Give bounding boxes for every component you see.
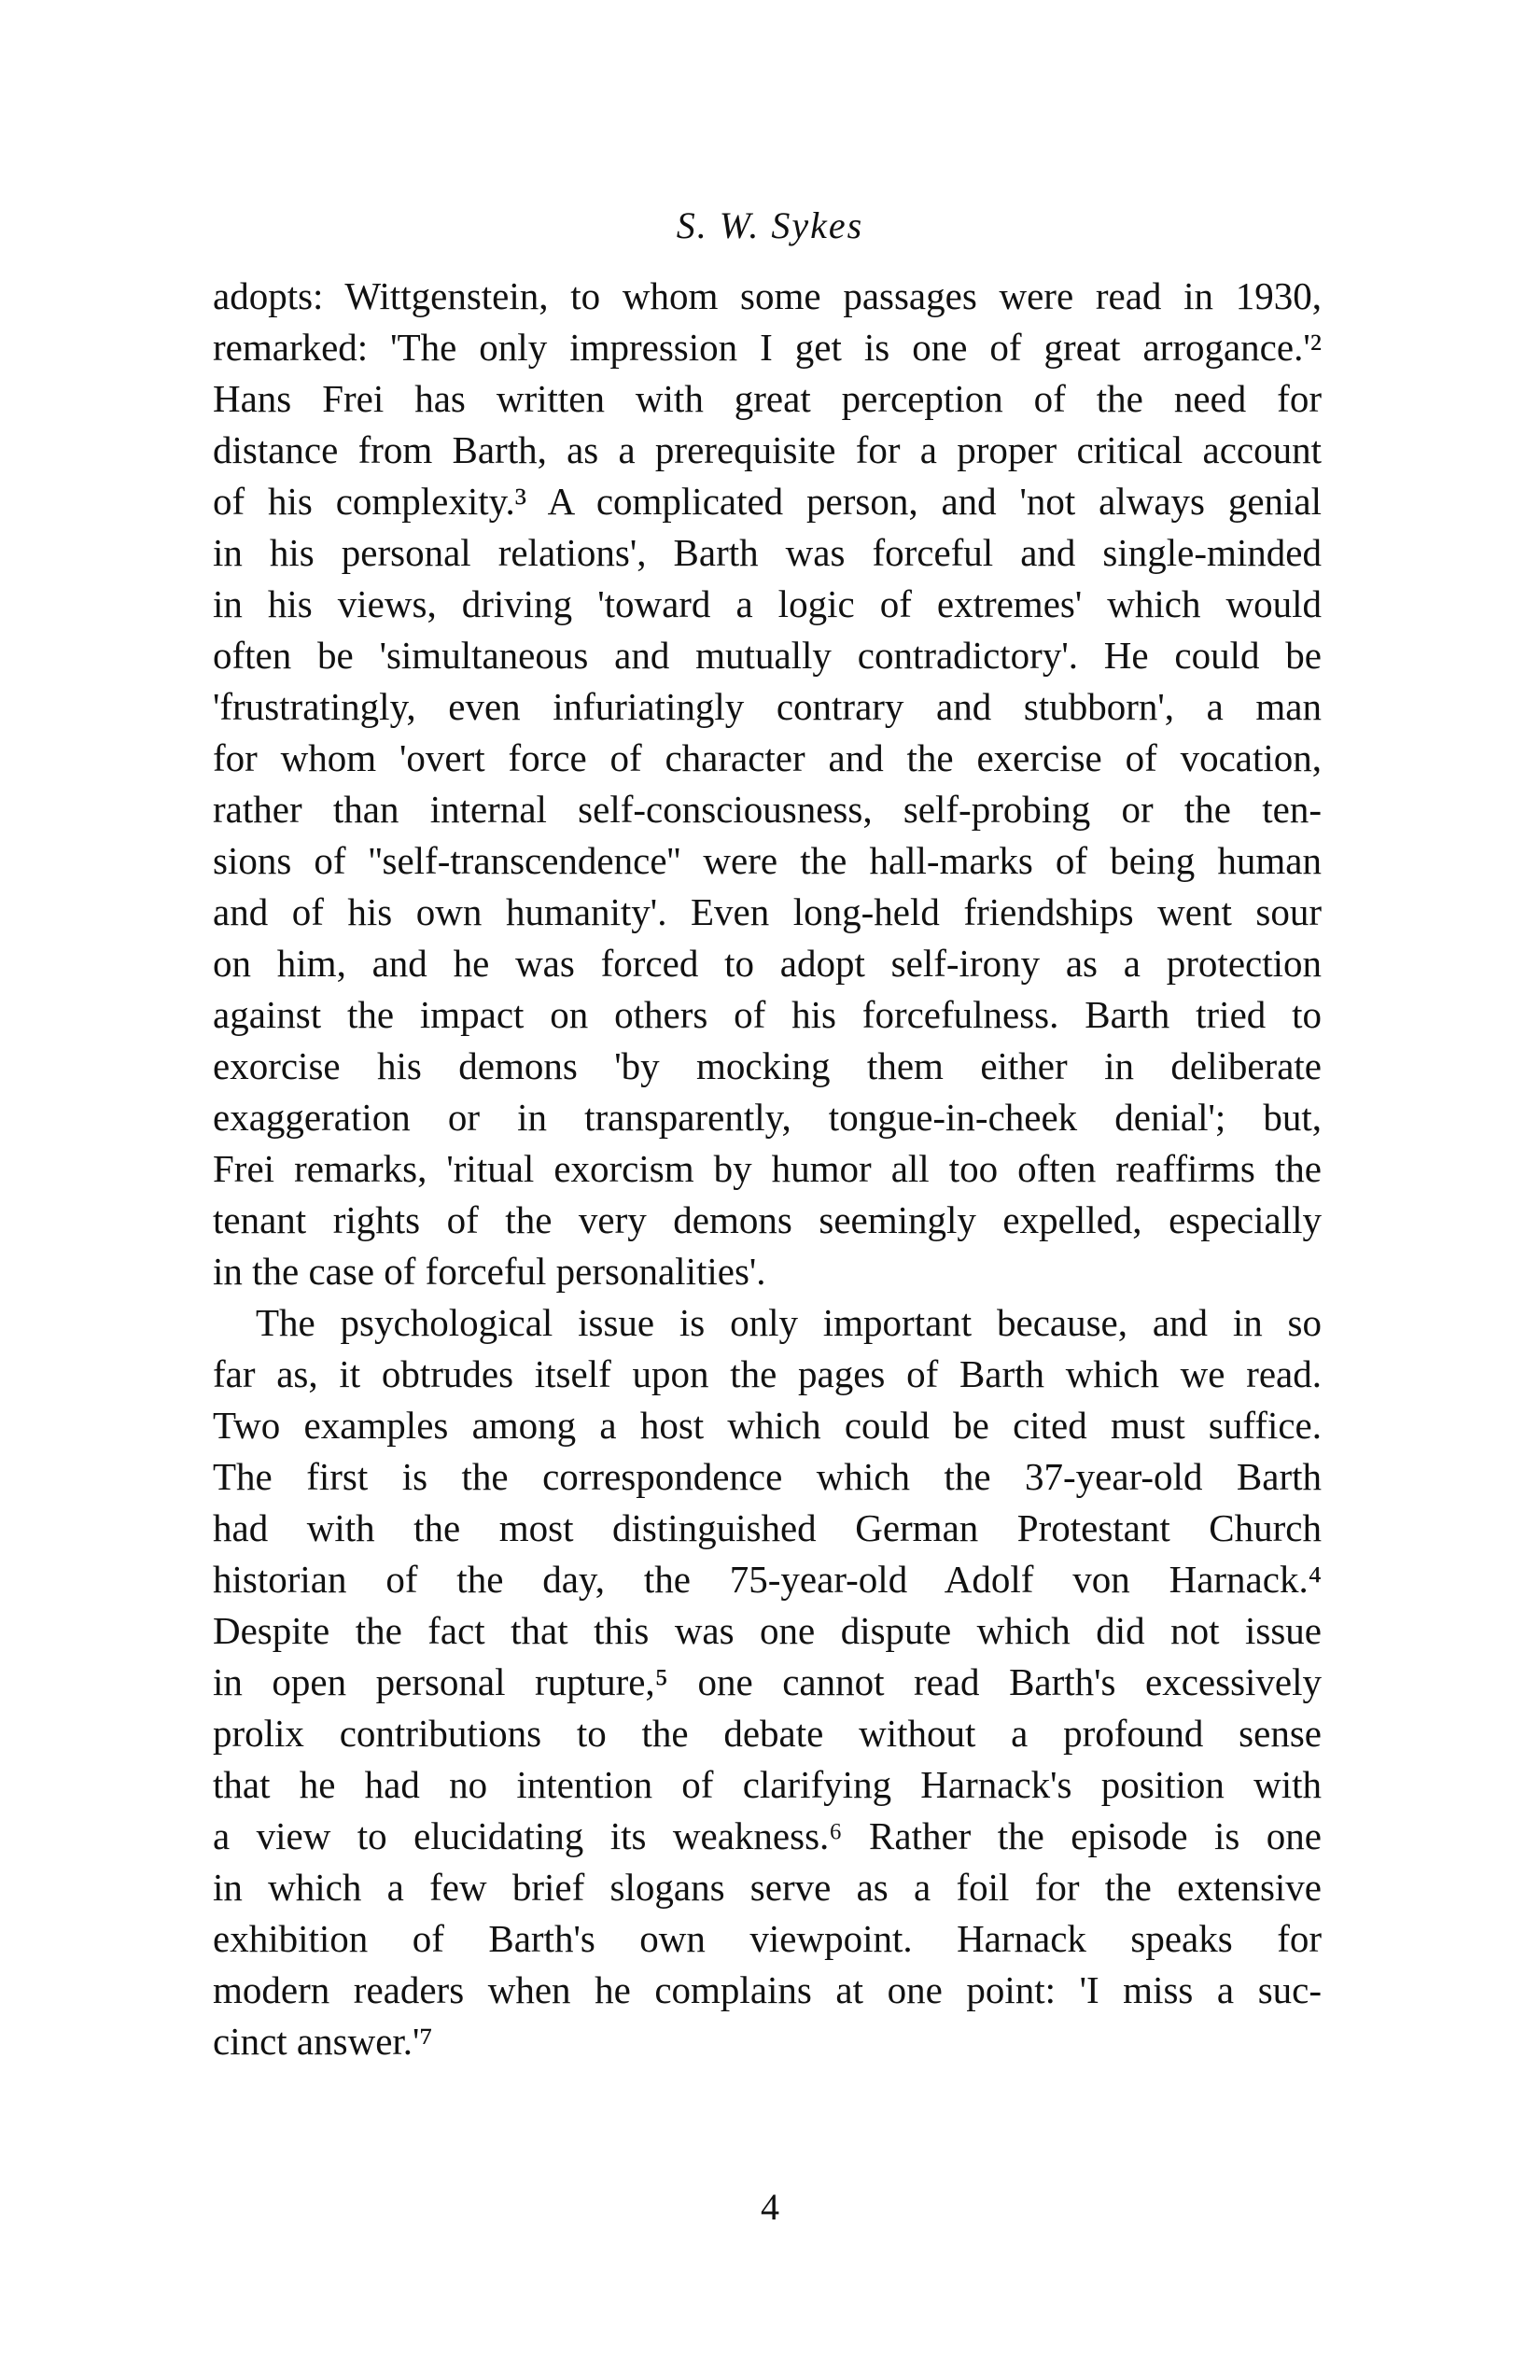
paragraph-2 <box>213 1297 1322 2067</box>
text-line: in his personal relations', Barth was forceful and single-minded <box>213 531 1322 574</box>
running-head: S. W. Sykes <box>676 204 864 246</box>
text-line: modern readers when he complains at one point: 'I miss a suc- <box>213 1968 1322 2011</box>
text-line: Despite the fact that this was one dispute which did not issue <box>213 1609 1322 1652</box>
text-line: exhibition of Barth's own viewpoint. Harnack speaks for <box>213 1917 1322 1960</box>
text-line: sions of ''self-transcendence'' were the hall-marks of being human <box>213 839 1322 882</box>
page-number: 4 <box>761 2186 779 2228</box>
text-line: adopts: Wittgenstein, to whom some passages were read in 1930, <box>213 274 1322 317</box>
text-line: 'frustratingly, even infuriatingly contrary and stubborn', a man <box>213 685 1322 728</box>
text-line: Hans Frei has written with great perception of the need for <box>213 377 1322 420</box>
text-line: prolix contributions to the debate without a profound sense <box>213 1712 1322 1755</box>
text-line: often be 'simultaneous and mutually contradictory'. He could be <box>213 634 1322 677</box>
text-line: The first is the correspondence which the 37-year-old Barth <box>213 1455 1322 1498</box>
text-line: cinct answer.'⁷ <box>213 2020 433 2063</box>
text-line: in open personal rupture,⁵ one cannot read Barth's excessively <box>213 1660 1322 1703</box>
text-line: in his views, driving 'toward a logic of extremes' which would <box>213 582 1322 625</box>
text-line: had with the most distinguished German Protestant Church <box>213 1506 1322 1549</box>
text-line: rather than internal self-consciousness, self-probing or the ten- <box>213 788 1322 831</box>
text-line: exorcise his demons 'by mocking them either in deliberate <box>213 1044 1322 1087</box>
text-line: a view to elucidating its weakness.⁶ Rather the episode is one <box>213 1814 1322 1857</box>
text-line: exaggeration or in transparently, tongue-in-cheek denial'; but, <box>213 1096 1322 1139</box>
text-line: and of his own humanity'. Even long-held friendships went sour <box>213 890 1322 933</box>
text-line: The psychological issue is only important because, and in so <box>256 1301 1322 1344</box>
body-text <box>213 271 1322 2067</box>
text-line: on him, and he was forced to adopt self-irony as a protection <box>213 942 1322 985</box>
text-line: in which a few brief slogans serve as a foil for the extensive <box>213 1866 1322 1909</box>
text-line: of his complexity.³ A complicated person, and 'not always genial <box>213 480 1322 523</box>
text-line: against the impact on others of his forcefulness. Barth tried to <box>213 993 1322 1036</box>
text-line: far as, it obtrudes itself upon the pages of Barth which we read. <box>213 1352 1322 1395</box>
text-line: distance from Barth, as a prerequisite for a proper critical account <box>213 428 1322 471</box>
text-line: in the case of forceful personalities'. <box>213 1250 766 1293</box>
text-line: for whom 'overt force of character and the exercise of vocation, <box>213 736 1322 779</box>
text-line: tenant rights of the very demons seemingly expelled, especially <box>213 1198 1322 1241</box>
text-line: Frei remarks, 'ritual exorcism by humor all too often reaffirms the <box>213 1147 1322 1190</box>
text-line: Two examples among a host which could be cited must suffice. <box>213 1404 1322 1447</box>
text-line: historian of the day, the 75-year-old Adolf von Harnack.⁴ <box>213 1558 1322 1601</box>
paragraph-1 <box>213 271 1322 1297</box>
text-line: that he had no intention of clarifying Harnack's position with <box>213 1763 1322 1806</box>
text-line: remarked: 'The only impression I get is one of great arrogance.'² <box>213 326 1322 369</box>
